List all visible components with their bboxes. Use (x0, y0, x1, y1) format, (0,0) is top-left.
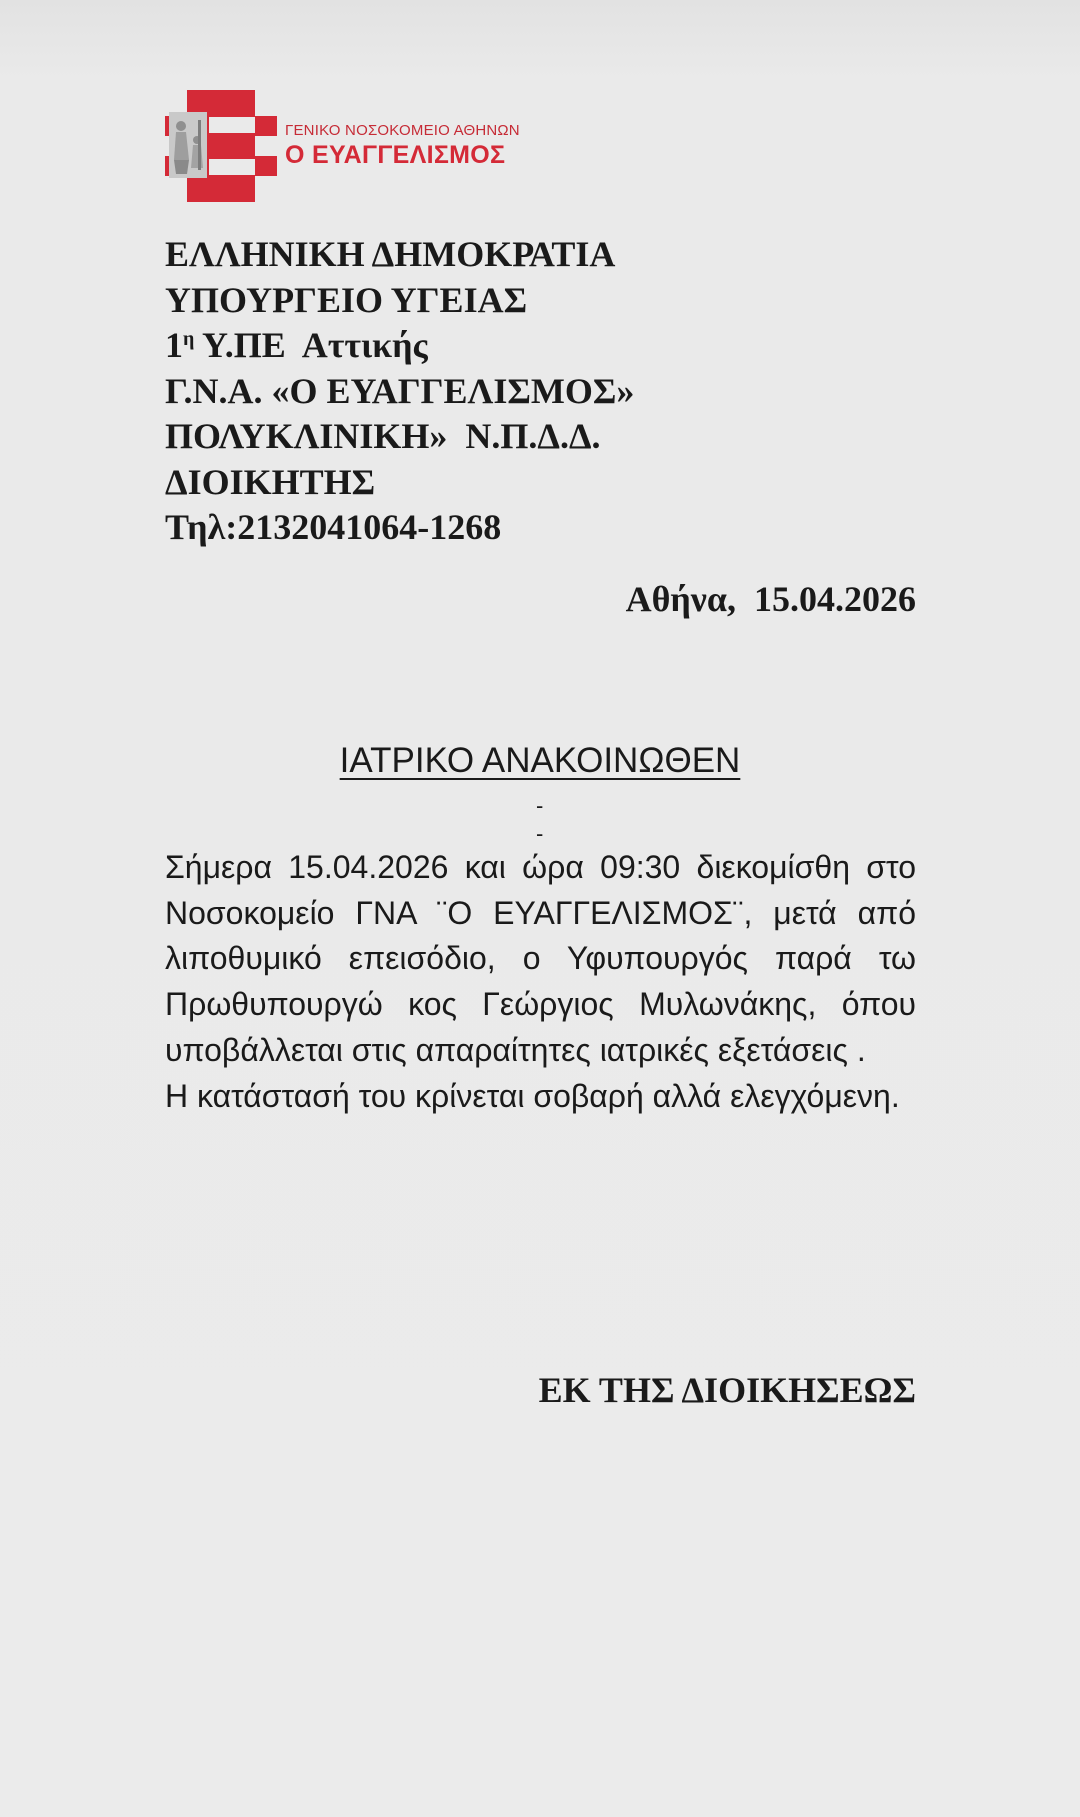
signature-line: ΕΚ ΤΗΣ ΔΙΟΙΚΗΣΕΩΣ (538, 1370, 916, 1410)
letterhead-republic: ΕΛΛΗΝΙΚΗ ΔΗΜΟΚΡΑΤΙΑ (165, 234, 616, 274)
logo-hospital-name: Ο ΕΥΑΓΓΕΛΙΣΜΟΣ (285, 141, 506, 169)
letterhead-department: ΔΙΟΙΚΗΤΗΣ (165, 461, 376, 502)
health-region-name: Υ.ΠΕ Αττικής (194, 325, 428, 365)
letterhead-health-region (165, 323, 925, 369)
logo-hospital-type: ΓΕΝΙΚΟ ΝΟΣΟΚΟΜΕΙΟ ΑΘΗΝΩΝ (285, 122, 520, 139)
letterhead-phone: Τηλ:2132041064-1268 (165, 507, 502, 547)
letterhead-hospital: Γ.Ν.Α. «Ο ΕΥΑΓΓΕΛΙΣΜΟΣ» (165, 370, 635, 411)
logo-text (285, 122, 525, 170)
health-region-ordinal: η (183, 328, 195, 350)
letterhead-polyclinic: ΠΟΛΥΚΛΙΝΙΚΗ» Ν.Π.Δ.Δ. (165, 416, 601, 456)
body-paragraph: Η κατάστασή του κρίνεται σοβαρή αλλά ελεγχόμενη. (165, 1077, 900, 1114)
place-and-date: Αθήνα, 15.04.2026 (625, 579, 916, 619)
announcement-body (165, 845, 916, 1119)
letterhead-ministry: ΥΠΟΥΡΓΕΙΟ ΥΓΕΙΑΣ (165, 279, 528, 320)
hospital-emblem-icon (165, 90, 277, 202)
health-region-number: 1 (165, 325, 183, 365)
hospital-logo (165, 90, 520, 202)
letterhead (165, 232, 925, 551)
announcement-title: ΙΑΤΡΙΚΟ ΑΝΑΚΟΙΝΩΘΕΝ (339, 741, 741, 780)
separator-dash: - (536, 821, 544, 846)
body-paragraph: Σήμερα 15.04.2026 και ώρα 09:30 διεκομίσθη στο Νοσοκομείο ΓΝΑ ¨Ο ΕΥΑΓΓΕΛΙΣΜΟΣ¨, μετά από λιποθυμικό επεισόδιο, ο Υφυπουργός παρά τω Πρωθυπουργώ κος Γεώργιος Μυλωνάκης, όπου υποβάλλεται στις απαραίτητες ιατρικές εξετάσεις . (165, 849, 916, 1068)
separator-dash: - (536, 793, 544, 818)
